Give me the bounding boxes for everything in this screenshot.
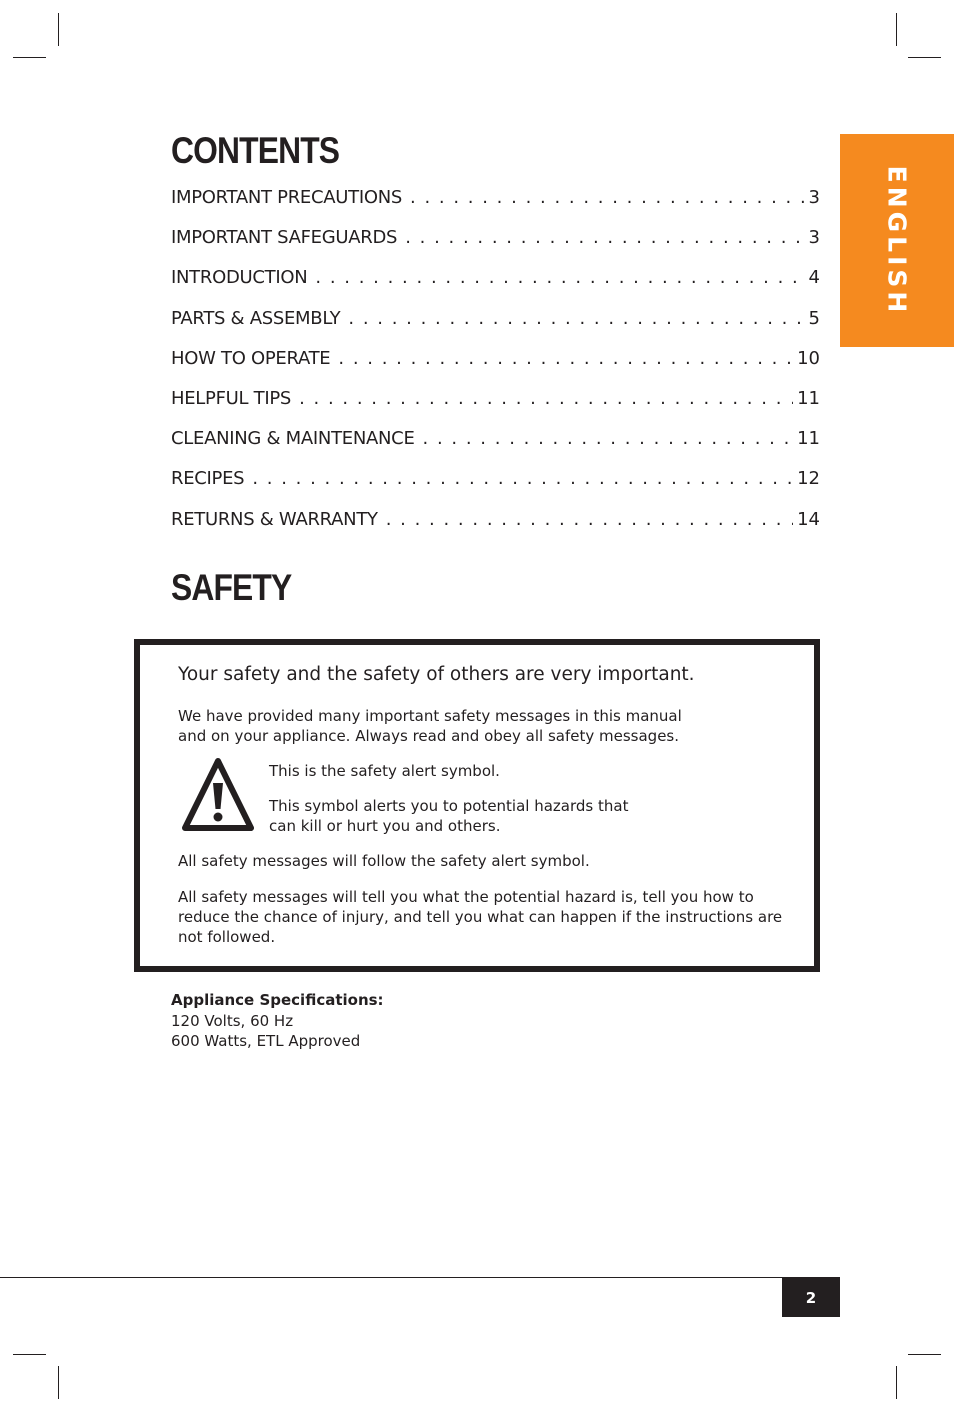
toc-leader <box>348 305 804 333</box>
language-tab <box>840 134 954 347</box>
toc-item-label: INTRODUCTION <box>171 267 308 289</box>
toc-leader <box>252 465 793 493</box>
crop-mark <box>896 1366 897 1399</box>
toc-item-page: 3 <box>808 187 820 208</box>
toc-item[interactable] <box>171 264 820 304</box>
toc-item-page: 10 <box>797 347 820 369</box>
toc-item-label: HELPFUL TIPS <box>171 387 292 409</box>
toc-item[interactable] <box>171 385 820 425</box>
safety-title: SAFETY <box>171 567 292 608</box>
toc-leader <box>299 385 793 413</box>
toc-leader <box>410 184 805 212</box>
toc-item-label: IMPORTANT PRECAUTIONS <box>171 187 403 208</box>
toc-item-page: 11 <box>797 387 820 409</box>
toc-leader <box>405 224 804 252</box>
toc-item-label: IMPORTANT SAFEGUARDS <box>171 227 398 249</box>
hazard-explanation-text: All safety messages will tell you what the potential hazard is, tell you how to reduce the chance of injury, and tell you what can happen if the instructions are not followed. <box>178 888 783 946</box>
spec-line: 120 Volts, 60 Hz <box>171 1011 294 1030</box>
spec-line: 600 Watts, ETL Approved <box>171 1032 361 1050</box>
toc-item-page: 5 <box>808 307 820 329</box>
toc-item-page: 3 <box>808 227 820 249</box>
toc-item-page: 14 <box>797 508 820 530</box>
safety-heading: Your safety and the safety of others are very important. <box>178 664 695 685</box>
safety-intro: We have provided many important safety messages in this manual and on your appliance. Always read and obey all safety messages. <box>178 707 682 745</box>
toc-item[interactable] <box>171 465 820 505</box>
toc-item[interactable] <box>171 305 820 345</box>
toc-item-page: 12 <box>797 468 820 490</box>
safety-message-box <box>134 639 820 972</box>
crop-mark <box>58 13 59 46</box>
specs-title: Appliance Specifications: <box>171 991 384 1009</box>
toc-item[interactable] <box>171 224 820 264</box>
appliance-specifications <box>171 990 384 1052</box>
toc-item[interactable] <box>171 184 820 224</box>
toc-item-label: RETURNS & WARRANTY <box>171 508 378 530</box>
toc-item[interactable] <box>171 506 820 546</box>
alert-hazard-text: This symbol alerts you to potential hazards that can kill or hurt you and others. <box>269 797 629 835</box>
footer-rule <box>0 1277 840 1278</box>
crop-mark <box>58 1366 59 1399</box>
toc-item[interactable] <box>171 425 820 465</box>
warning-triangle-icon <box>182 757 254 833</box>
crop-mark <box>896 13 897 46</box>
toc-leader <box>386 506 793 534</box>
crop-mark <box>13 57 46 58</box>
toc-item-label: HOW TO OPERATE <box>171 347 331 369</box>
crop-mark <box>908 1354 941 1355</box>
alert-symbol-text: This is the safety alert symbol. <box>269 762 500 780</box>
language-label: ENGLISH <box>882 165 912 316</box>
toc-leader <box>338 345 793 373</box>
crop-mark <box>908 57 941 58</box>
contents-title: CONTENTS <box>171 130 340 171</box>
toc-item-label: RECIPES <box>171 468 245 490</box>
toc-leader <box>423 425 794 453</box>
toc-leader <box>315 264 804 292</box>
crop-mark <box>13 1354 46 1355</box>
toc-item-page: 11 <box>797 428 820 450</box>
toc-item-label: PARTS & ASSEMBLY <box>171 307 341 329</box>
follow-text: All safety messages will follow the safety alert symbol. <box>178 852 590 870</box>
page-number: 2 <box>782 1278 840 1317</box>
toc-item-label: CLEANING & MAINTENANCE <box>171 428 415 450</box>
table-of-contents <box>171 184 820 546</box>
toc-item-page: 4 <box>808 267 820 289</box>
toc-item[interactable] <box>171 345 820 385</box>
